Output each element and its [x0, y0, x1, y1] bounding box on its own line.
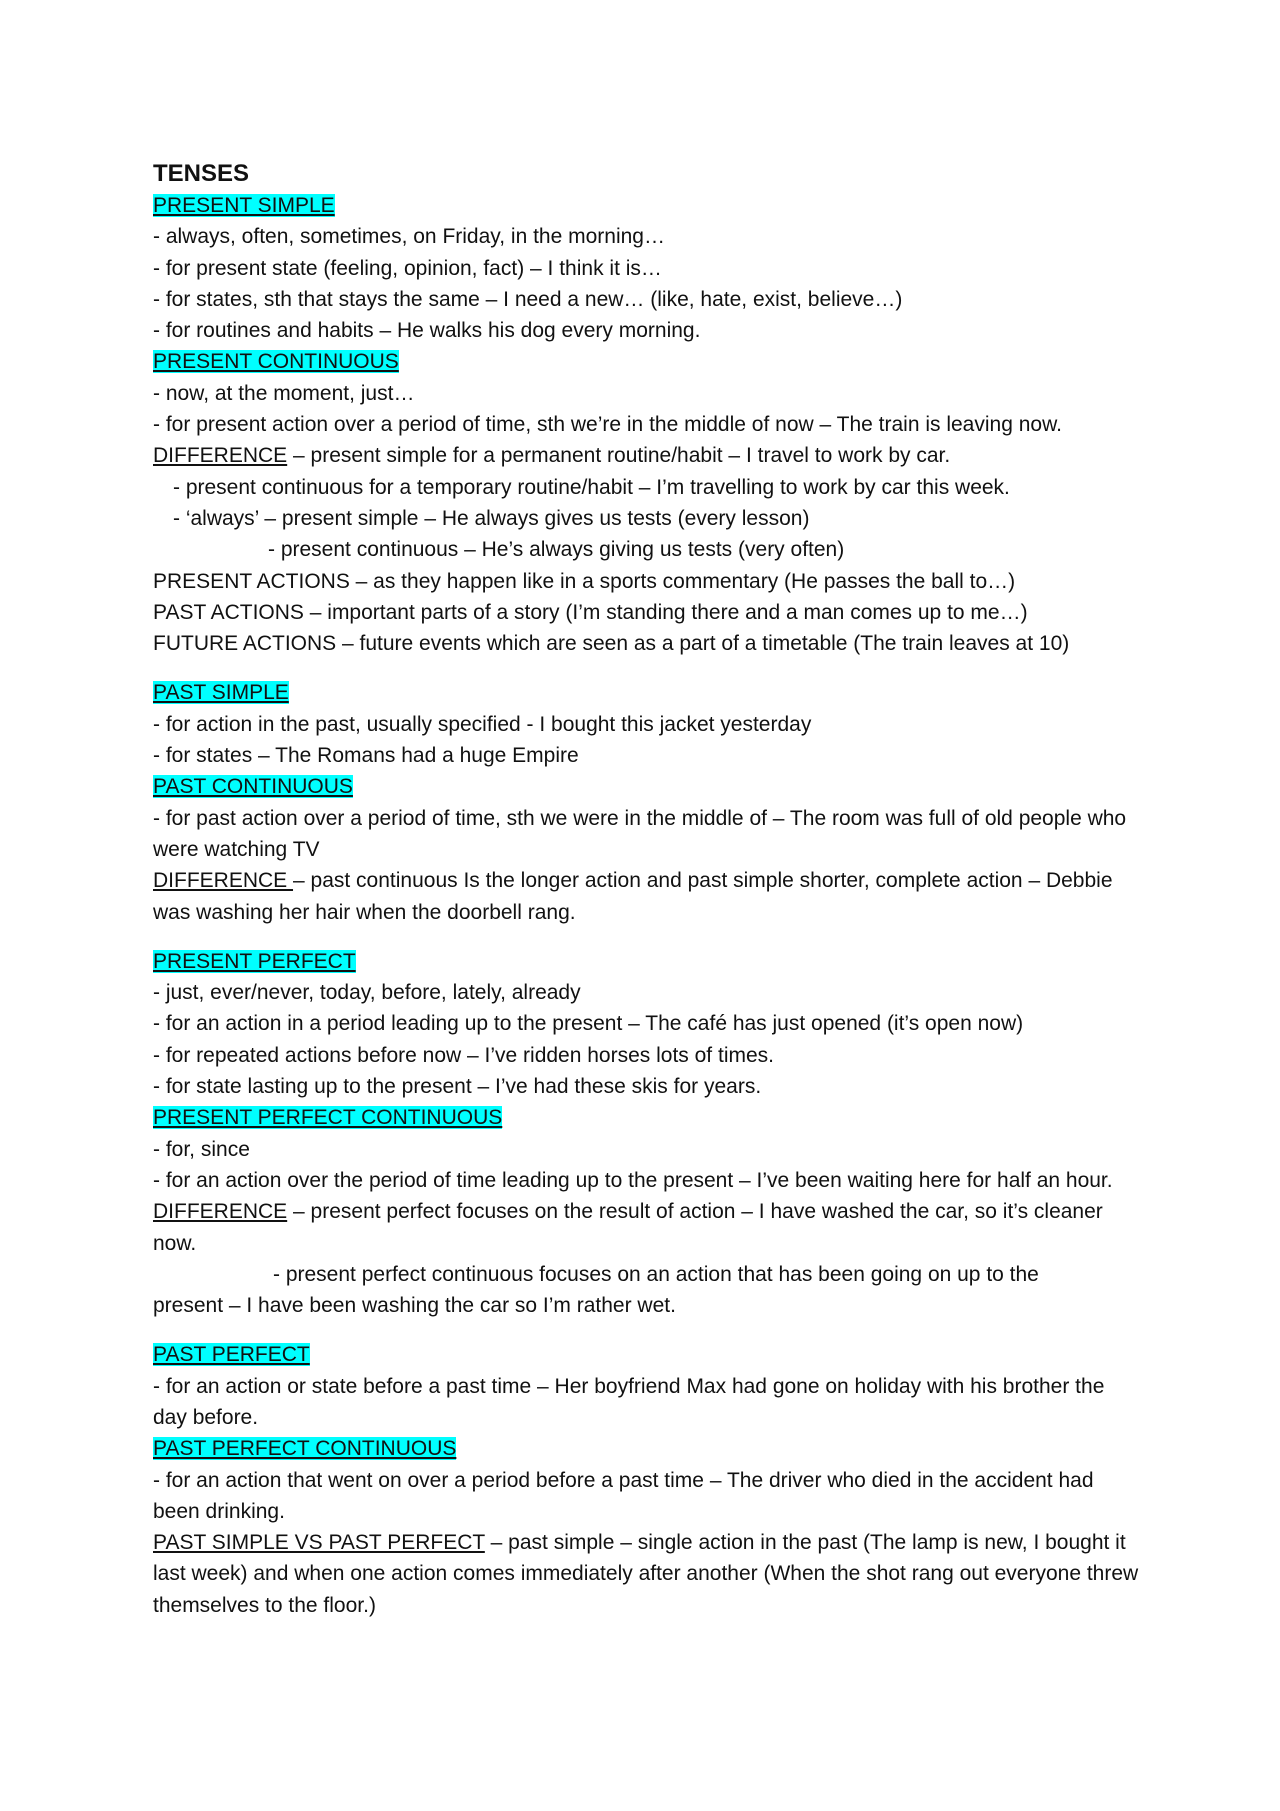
text-line: - for states – The Romans had a huge Empire — [153, 744, 579, 768]
section-past-perfect — [153, 1339, 1143, 1370]
heading-past-continuous: PAST CONTINUOUS — [153, 775, 353, 799]
text-line: - ‘always’ – present simple – He always gives us tests (every lesson) — [173, 506, 810, 530]
heading-past-perfect: PAST PERFECT — [153, 1343, 310, 1367]
comparison-text: – past simple – single action in the past (The lamp is new, I bought it last week) and when one action comes immediately after another (When the shot rang out everyone threw themselves to the floor.) — [153, 1531, 1145, 1617]
difference-text: – present perfect focuses on the result of action – I have washed the car, so it’s cleaner now. — [153, 1200, 1109, 1255]
section-past-simple — [153, 677, 1143, 708]
difference-label: DIFFERENCE — [153, 869, 294, 893]
text-line: - for an action or state before a past time – Her boyfriend Max had gone on holiday with his brother the day before. — [153, 1374, 1111, 1429]
section-present-continuous — [153, 346, 1143, 377]
difference-text: – past continuous Is the longer action and past simple shorter, complete action – Debbie was washing her hair when the doorbell rang. — [153, 869, 1119, 924]
text-line: FUTURE ACTIONS – future events which are seen as a part of a timetable (The train leaves at 10) — [153, 632, 1070, 656]
document-page — [153, 158, 1143, 1621]
text-line: - for, since — [153, 1137, 250, 1161]
text-line: - present continuous – He’s always giving us tests (very often) — [268, 538, 845, 562]
text-line: present – I have been washing the car so I’m rather wet. — [153, 1294, 676, 1318]
section-present-perfect — [153, 946, 1143, 977]
comparison-line — [153, 1527, 1143, 1621]
text-line: - for routines and habits – He walks his dog every morning. — [153, 319, 701, 343]
section-present-perfect-continuous — [153, 1102, 1143, 1133]
text-line: - for states, sth that stays the same – I need a new… (like, hate, exist, believe…) — [153, 287, 903, 311]
text-line: - for an action that went on over a period before a past time – The driver who died in the accident had been drinking. — [153, 1468, 1100, 1523]
text-line: - present continuous for a temporary routine/habit – I’m travelling to work by car this week. — [173, 475, 1010, 499]
heading-present-simple: PRESENT SIMPLE — [153, 194, 335, 217]
text-line: - for an action over the period of time leading up to the present – I’ve been waiting here for half an hour. — [153, 1168, 1113, 1192]
text-line: - for an action in a period leading up to the present – The café has just opened (it’s open now) — [153, 1012, 1024, 1036]
text-line: - always, often, sometimes, on Friday, in the morning… — [153, 225, 665, 249]
difference-line — [153, 1196, 1143, 1259]
section-present-simple — [153, 190, 1143, 221]
text-line: - for state lasting up to the present – I’ve had these skis for years. — [153, 1075, 762, 1099]
section-past-perfect-continuous — [153, 1433, 1143, 1464]
heading-past-simple: PAST SIMPLE — [153, 681, 289, 705]
heading-present-perfect-continuous: PRESENT PERFECT CONTINUOUS — [153, 1106, 503, 1130]
text-line: PAST ACTIONS – important parts of a story (I’m standing there and a man comes up to me…) — [153, 600, 1028, 624]
text-line: - present perfect continuous focuses on an action that has been going on up to the — [273, 1262, 1039, 1286]
heading-past-perfect-continuous: PAST PERFECT CONTINUOUS — [153, 1437, 457, 1461]
text-line: PRESENT ACTIONS – as they happen like in a sports commentary (He passes the ball to…) — [153, 569, 1016, 593]
text-line: - now, at the moment, just… — [153, 381, 415, 405]
difference-line — [153, 865, 1143, 928]
text-line: - for past action over a period of time, sth we were in the middle of – The room was full of old people who were watching TV — [153, 806, 1132, 861]
section-past-continuous — [153, 771, 1143, 802]
text-line: - for repeated actions before now – I’ve ridden horses lots of times. — [153, 1043, 774, 1067]
text-line: - for action in the past, usually specified - I bought this jacket yesterday — [153, 712, 812, 736]
difference-line — [153, 440, 1143, 471]
text-line: - for present action over a period of time, sth we’re in the middle of now – The train is leaving now. — [153, 413, 1062, 437]
text-line: - just, ever/never, today, before, lately, already — [153, 981, 581, 1005]
difference-text: – present simple for a permanent routine/habit – I travel to work by car. — [287, 444, 951, 468]
text-line: - for present state (feeling, opinion, fact) – I think it is… — [153, 256, 662, 280]
heading-present-continuous: PRESENT CONTINUOUS — [153, 350, 399, 374]
difference-label: DIFFERENCE — [153, 1200, 288, 1224]
heading-present-perfect: PRESENT PERFECT — [153, 949, 356, 973]
comparison-label: PAST SIMPLE VS PAST PERFECT — [153, 1531, 485, 1555]
difference-label: DIFFERENCE — [153, 444, 288, 468]
page-title: TENSES — [153, 160, 250, 187]
